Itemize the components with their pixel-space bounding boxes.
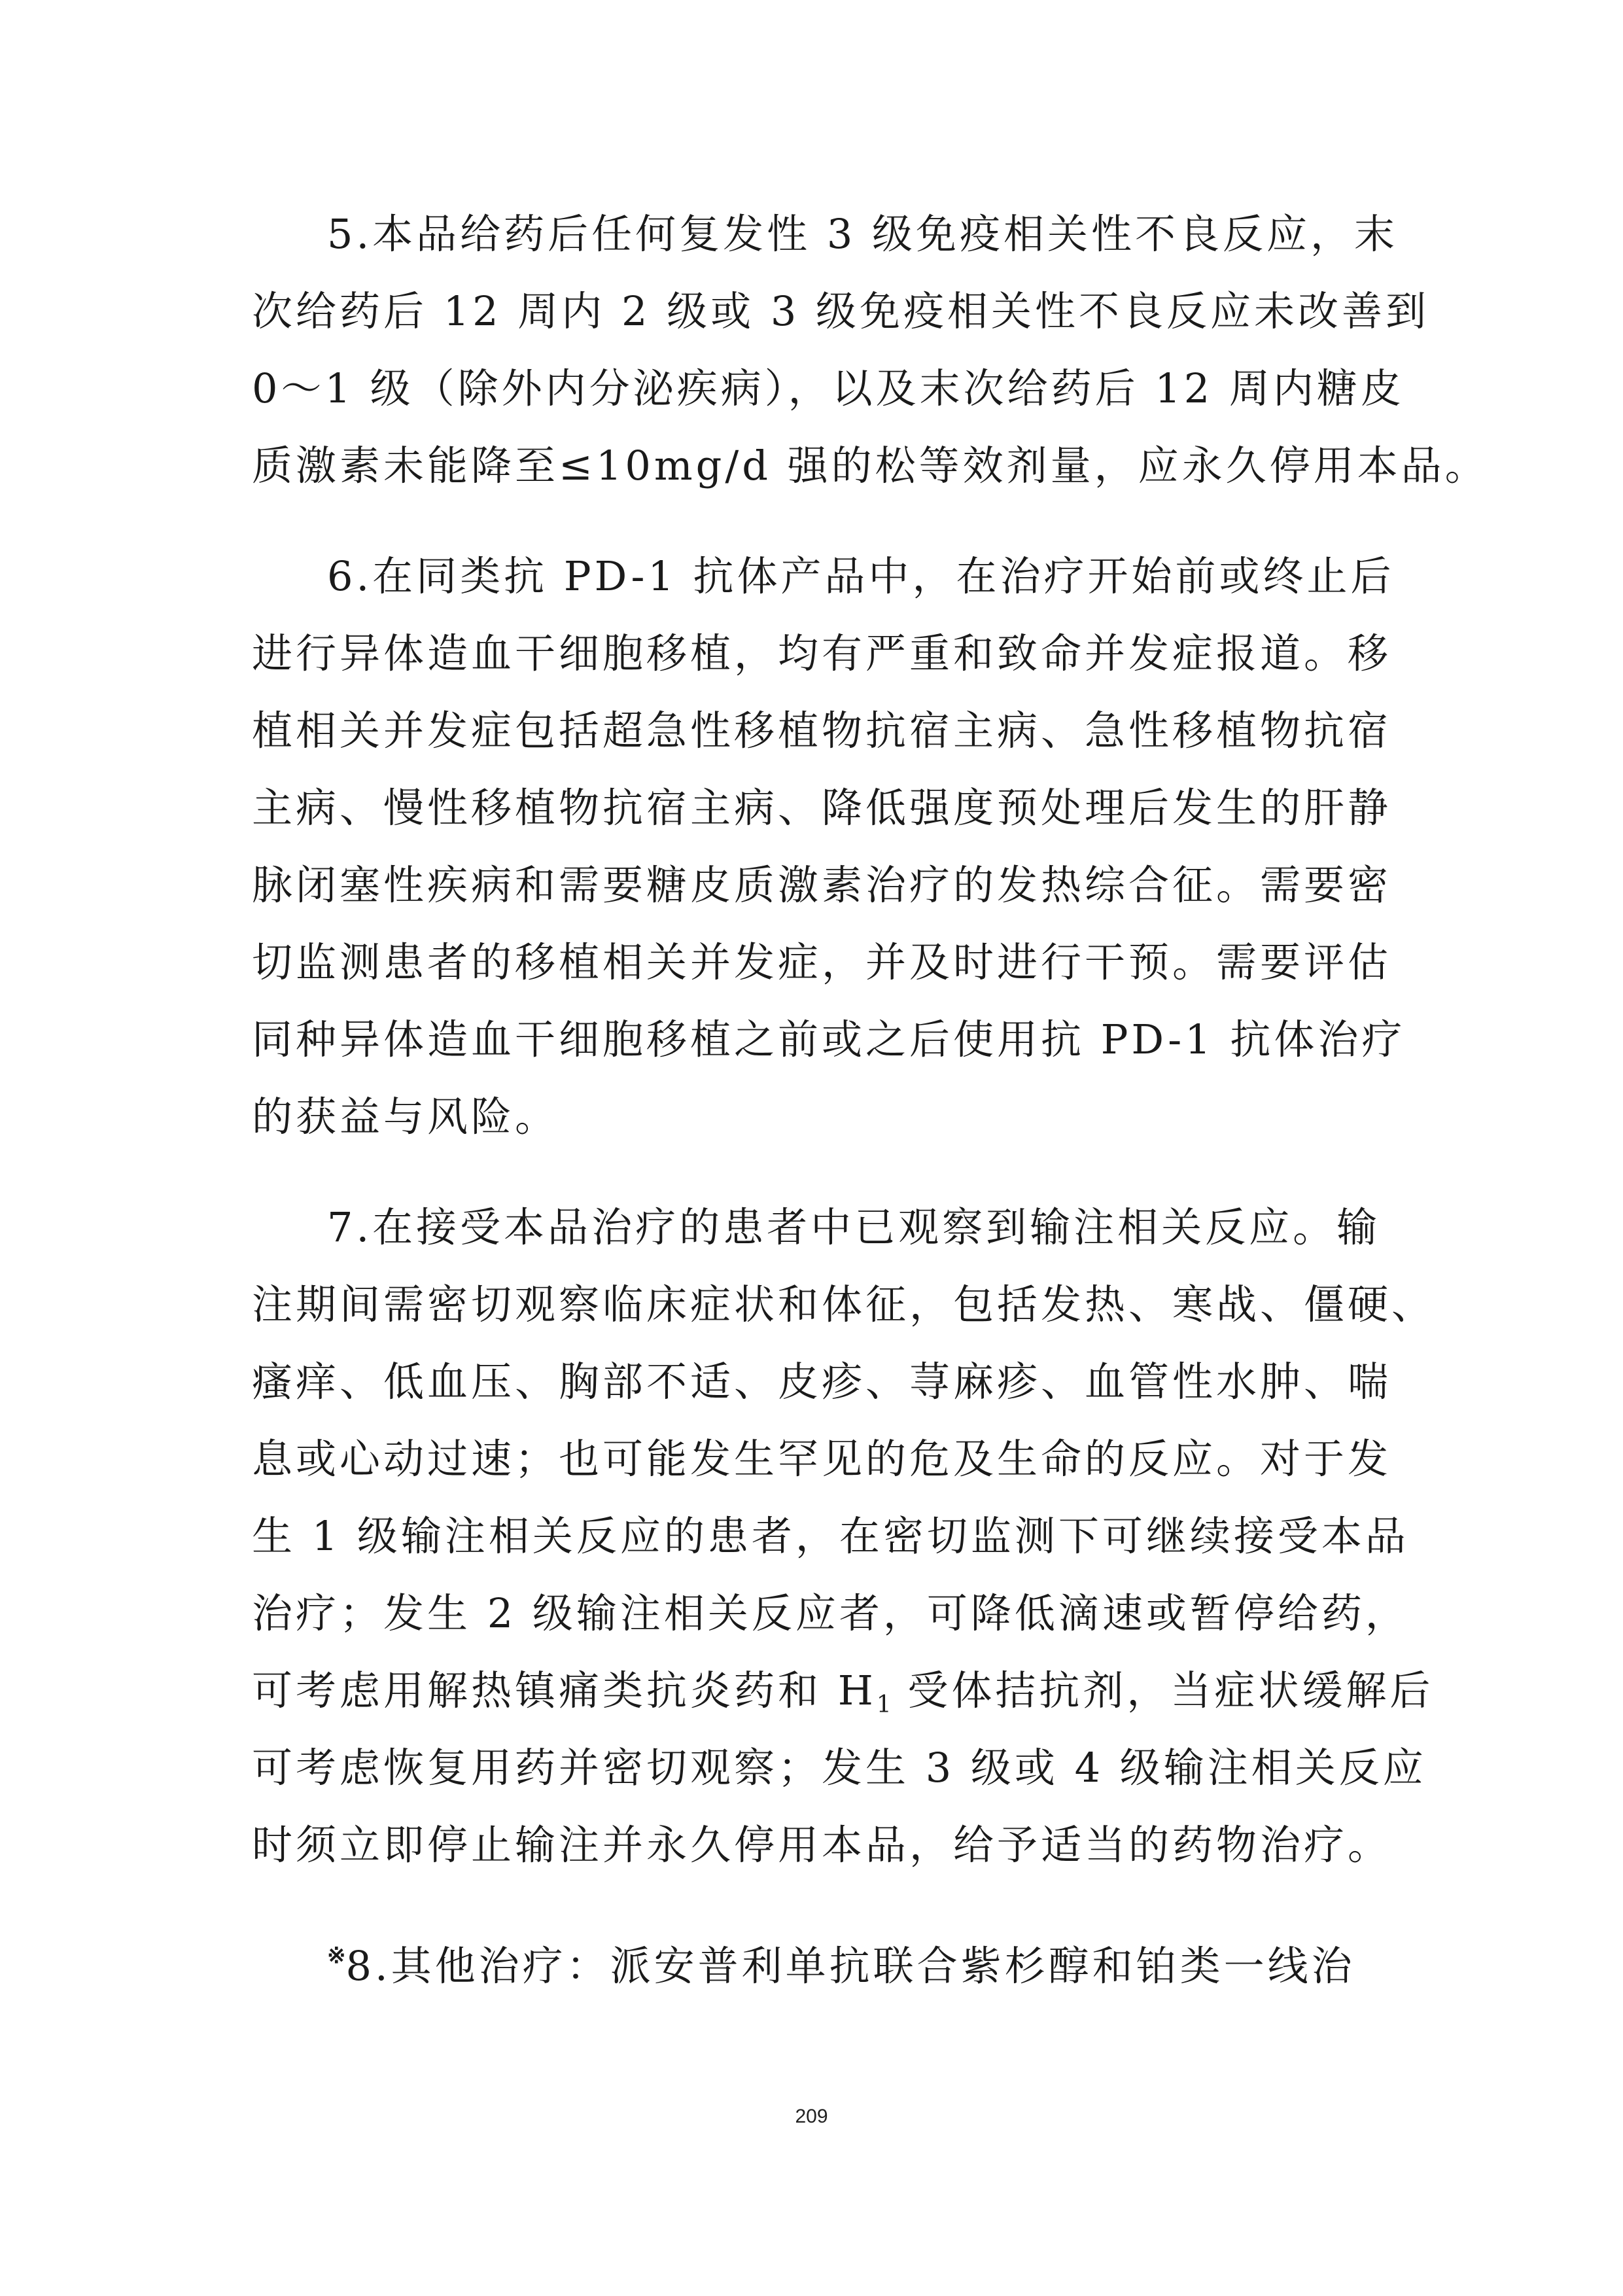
paragraph-7-line-4: 息或心动过速；也可能发生罕见的危及生命的反应。对于发	[252, 1435, 1392, 1483]
paragraph-6-line-6: 切监测患者的移植相关并发症，并及时进行干预。需要评估	[252, 938, 1392, 986]
paragraph-6-line-4: 主病、慢性移植物抗宿主病、降低强度预处理后发生的肝静	[252, 784, 1392, 832]
paragraph-6-line-8: 的获益与风险。	[252, 1093, 559, 1140]
h1-subscript: 1	[876, 1691, 892, 1718]
paragraph-6-line-7: 同种异体造血干细胞移植之前或之后使用抗 PD-1 抗体治疗	[252, 1016, 1406, 1063]
paragraph-7-line-8: 可考虑恢复用药并密切观察；发生 3 级或 4 级输注相关反应	[252, 1744, 1427, 1792]
page-number: 209	[795, 2106, 828, 2127]
paragraph-5-line-3: 0～1 级（除外内分泌疾病），以及末次给药后 12 周内糖皮	[252, 364, 1405, 412]
paragraph-7-line-5: 生 1 级输注相关反应的患者，在密切监测下可继续接受本品	[252, 1512, 1409, 1560]
paragraph-8-line-1	[327, 1920, 1370, 1992]
paragraph-7-line-2: 注期间需密切观察临床症状和体征，包括发热、寒战、僵硬、	[252, 1280, 1436, 1328]
paragraph-7-line-7-before: 可考虑用解热镇痛类抗炎药和 H	[252, 1667, 877, 1714]
paragraph-7-line-7-after: 受体拮抗剂，当症状缓解后	[891, 1667, 1434, 1714]
paragraph-5-line-2: 次给药后 12 周内 2 级或 3 级免疫相关性不良反应未改善到	[252, 287, 1430, 335]
paragraph-8-text: 8.其他治疗：派安普利单抗联合紫杉醇和铂类一线治	[345, 1942, 1355, 1990]
paragraph-5-line-4: 质激素未能降至≤10mg/d 强的松等效剂量，应永久停用本品。	[252, 442, 1489, 489]
paragraph-7-line-9: 时须立即停止输注并永久停用本品，给予适当的药物治疗。	[252, 1821, 1392, 1869]
reference-mark: ※	[327, 1943, 346, 1969]
paragraph-6-line-2: 进行异体造血干细胞移植，均有严重和致命并发症报道。移	[252, 629, 1392, 677]
paragraph-7-line-6: 治疗；发生 2 级输注相关反应者，可降低滴速或暂停给药，	[252, 1589, 1409, 1637]
paragraph-7-line-3: 瘙痒、低血压、胸部不适、皮疹、荨麻疹、血管性水肿、喘	[252, 1358, 1392, 1405]
paragraph-5-line-1: 5.本品给药后任何复发性 3 级免疫相关性不良反应，末	[327, 210, 1399, 258]
paragraph-6-line-5: 脉闭塞性疾病和需要糖皮质激素治疗的发热综合征。需要密	[252, 861, 1392, 909]
paragraph-7-line-1: 7.在接受本品治疗的患者中已观察到输注相关反应。输	[327, 1203, 1381, 1251]
paragraph-6-line-1: 6.在同类抗 PD-1 抗体产品中，在治疗开始前或终止后	[327, 552, 1395, 600]
paragraph-6-line-3: 植相关并发症包括超急性移植物抗宿主病、急性移植物抗宿	[252, 707, 1392, 754]
paragraph-7-line-7	[252, 1655, 1434, 1727]
